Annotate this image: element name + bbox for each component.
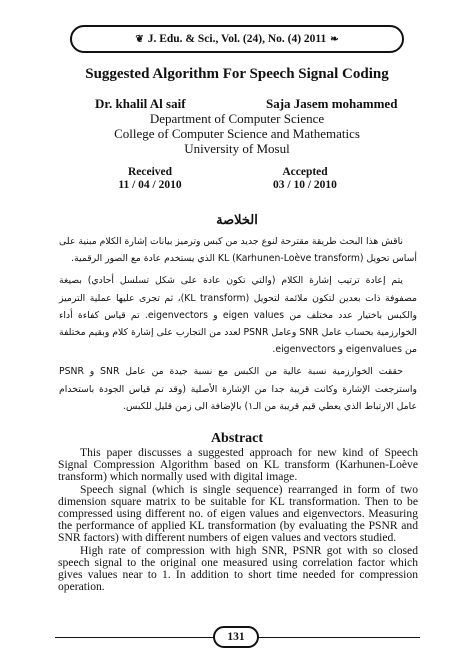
paper-title: Suggested Algorithm For Speech Signal Coding: [85, 66, 389, 82]
abstract-paragraph: Speech signal (which is single sequence) rearranged in form of two dimension square matrix to be suitable for KL transformation. Then to be compressed using different no. of eigen values and eigenvectors. Measuring the performance of applied KL transformation (by evaluating the PSNR and SNR factors) with different numbers of eigen values and vectors studied.: [58, 482, 418, 545]
received-block: [100, 166, 200, 192]
journal-citation-box: [70, 25, 404, 53]
abstract-paragraph: High rate of compression with high SNR, PSNR got with so closed speech signal to the original one measured using correlation factor which gives values near to 1. In addition to short time needed for compression operation.: [58, 543, 418, 594]
author-1: Dr. khalil Al saif: [95, 96, 186, 111]
accepted-date: 03 / 10 / 2010: [273, 179, 337, 191]
accepted-label: Accepted: [282, 166, 328, 178]
author-2: Saja Jasem mohammed: [266, 96, 398, 111]
page-number: 131: [213, 626, 259, 648]
ornament-left-icon: ❦: [135, 33, 144, 45]
affiliation-department: Department of Computer Science: [149, 111, 325, 126]
abstract-body: [58, 447, 418, 593]
received-label: Received: [127, 166, 173, 178]
accepted-block: [250, 166, 360, 192]
arabic-paragraph: حققت الخوارزمية نسبة عالية من الكبس مع نسبة جيدة من عامل SNR و PSNR واسترجعت الإشارة وكانت قريبة جدا من الإشارة الأصلية (وقد تم قياس الجودة باستخدام عامل الارتباط الذي يعطي قيم قريبة من الـ١) بالإضافة الى زمن قليل للكبس.: [59, 366, 417, 412]
received-date: 11 / 04 / 2010: [118, 179, 182, 191]
affiliation-block: [0, 111, 474, 156]
affiliation-college: College of Computer Science and Mathematics: [114, 126, 360, 141]
abstract-heading: Abstract: [210, 431, 264, 446]
arabic-abstract-heading: الخلاصة: [216, 212, 258, 227]
affiliation-university: University of Mosul: [184, 141, 290, 156]
abstract-paragraph: This paper discusses a suggested approach for new kind of Speech Signal Compression Algorithm based on KL transform (Karhunen-Loève transform) which normally used with digital image.: [58, 446, 418, 484]
arabic-paragraph: ناقش هذا البحث طريقة مقترحة لنوع جديد من كبس وترميز بيانات إشارة الكلام مبنية على أساس تحويل KL (Karhunen-Loève transform) الذي يستخدم عادة مع الصور الرقمية.: [59, 236, 417, 265]
ornament-right-icon: ❧: [330, 33, 339, 45]
arabic-abstract-body: [59, 233, 417, 420]
journal-citation: J. Edu. & Sci., Vol. (24), No. (4) 2011: [147, 33, 327, 45]
arabic-paragraph: يتم إعادة ترتيب إشارة الكلام (والتي تكون عادة على شكل تسلسل أحادي) بصيغة مصفوفة ذات بعدين لتكون ملائمة لتحويل (KL transform)، ثم تجرى عليها عملية الترميز والكبس باختيار عدد مختلف من eigen values و eigenvectors. تم قياس كفاءة أداء الخوارزمية بحساب عامل SNR وعامل PSNR لعدد من التجارب على إشارة كلام وبقيم مختلفة من eigenvalues و eigenvectors.: [59, 275, 418, 356]
